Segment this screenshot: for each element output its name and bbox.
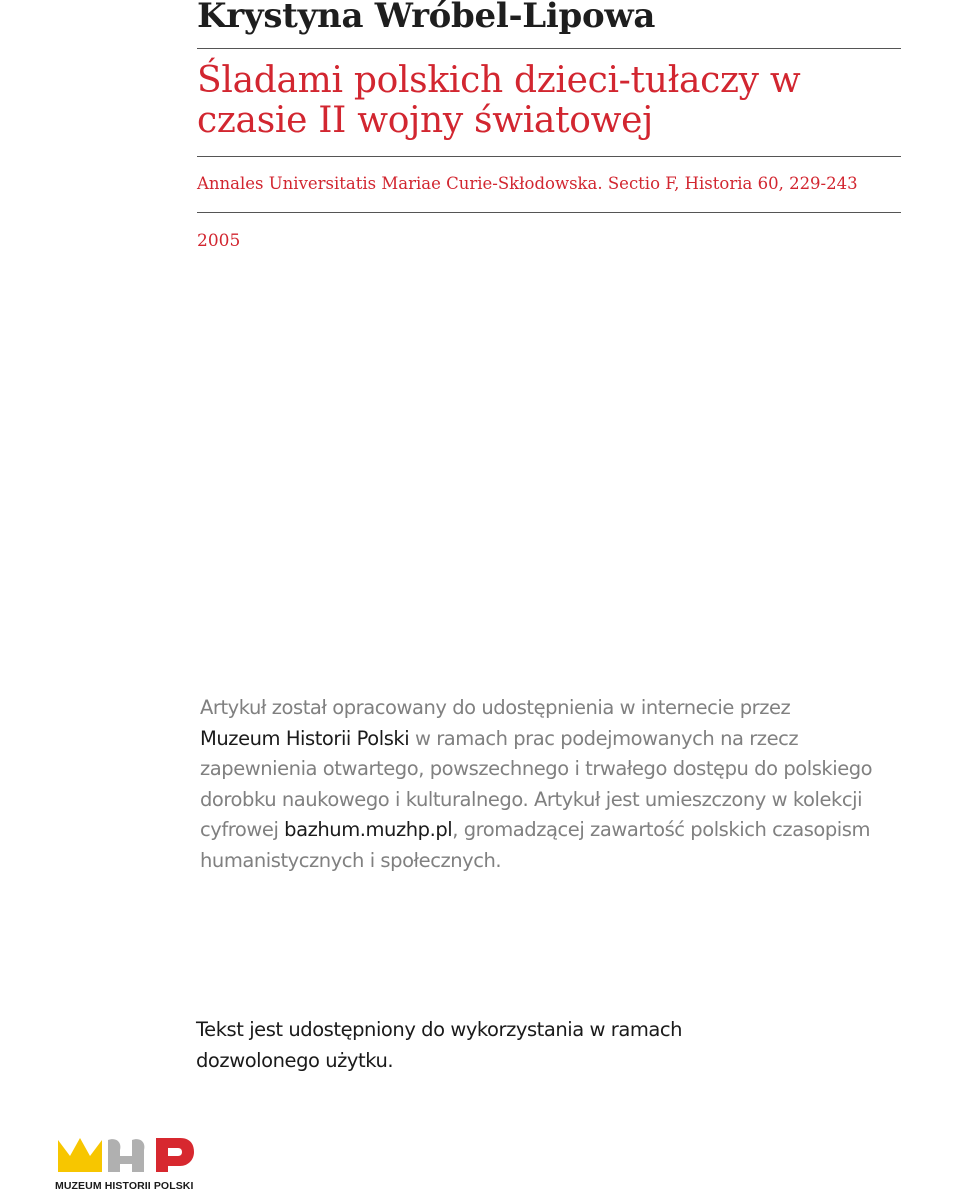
- logo-red-p: [156, 1138, 194, 1172]
- availability-notice: [200, 693, 890, 876]
- institution-name: Muzeum Historii Polski: [200, 726, 410, 750]
- source-citation: Annales Universitatis Mariae Curie-Skłodowska. Sectio F, Historia 60, 229-243: [197, 174, 858, 193]
- author-name: Krystyna Wróbel-Lipowa: [197, 0, 656, 36]
- divider-middle: [197, 156, 901, 157]
- article-title-line-1: Śladami polskich dzieci-tułaczy w: [197, 60, 801, 101]
- divider-bottom: [197, 212, 901, 213]
- publication-year: 2005: [197, 231, 241, 251]
- logo-profile-h: [108, 1139, 144, 1172]
- notice-body: w ramach prac podejmowanych na rzecz zapewnienia otwartego, powszechnego i trwałego dostępu do polskiego dorobku naukowego i kulturalnego. Artykuł jest umieszczony w kolekcji cyfrowej: [200, 726, 873, 841]
- license-line-2: dozwolonego użytku.: [196, 1048, 394, 1072]
- website-link[interactable]: bazhum.muzhp.pl: [284, 818, 453, 841]
- logo-crown-m: [58, 1138, 102, 1172]
- article-title: [197, 61, 877, 141]
- divider-top: [197, 48, 901, 49]
- notice-intro: Artykuł został opracowany do udostępnienia w internecie przez: [200, 696, 791, 719]
- license-line-1: Tekst jest udostępniony do wykorzystania w ramach: [196, 1018, 683, 1041]
- license-notice: [196, 1015, 756, 1076]
- logo-wordmark: MUZEUM HISTORII POLSKI: [55, 1180, 194, 1192]
- article-title-line-2: czasie II wojny światowej: [197, 100, 654, 141]
- notice-end: , gromadzącej zawartość polskich czasopism humanistycznych i społecznych.: [200, 818, 871, 872]
